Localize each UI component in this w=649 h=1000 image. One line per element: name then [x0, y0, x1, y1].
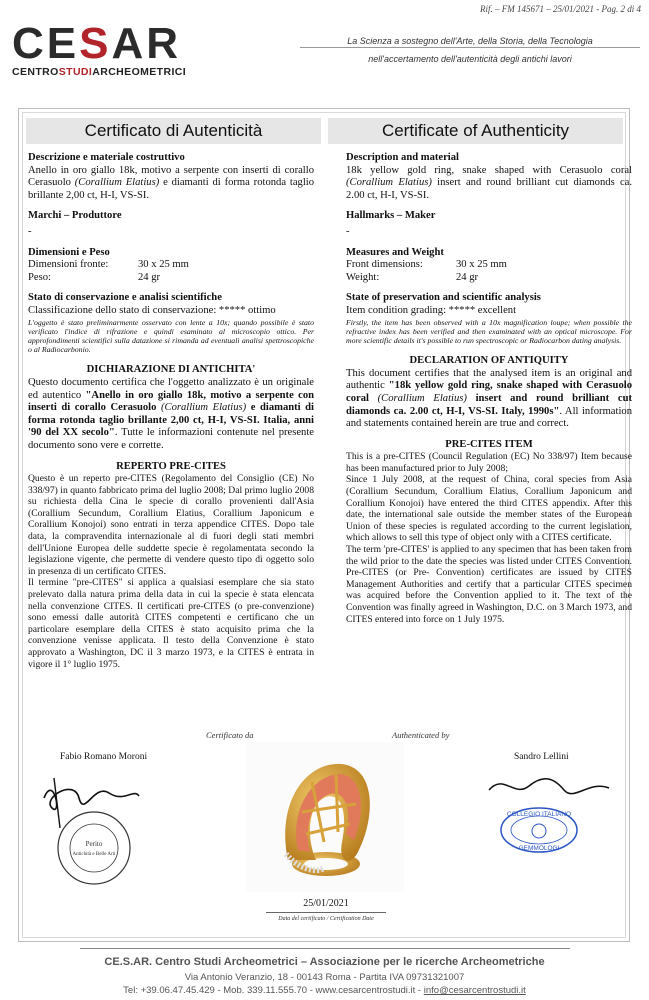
- logo-subtitle: [12, 66, 186, 78]
- certification-date: 25/01/2021: [303, 898, 349, 909]
- section-heading: Marchi – Produttore: [28, 210, 122, 222]
- section-heading: State of preservation and scientific analysis: [346, 292, 541, 304]
- column-english: [346, 152, 632, 625]
- tagline-divider: [300, 47, 640, 48]
- footer-organization: CE.S.AR. Centro Studi Archeometrici – Associazione per le ricerche Archeometriche: [104, 956, 545, 968]
- analysis-note: Firstly, the item has been observed with a 10x magnification loupe; when possible the refractive index has been verified and then examinated with an optical microscope. For more scientific details it's possible to run spectroscopic or Radiocarbon dating analysis.: [346, 317, 632, 345]
- certified-by-label: Certificato da: [206, 730, 254, 740]
- weight-row: Weight: 24 gr: [346, 271, 479, 283]
- cites-paragraph: This is a pre-CITES (Council Regulation (EC) No 338/97) Item because has been manufactured prior to July 2008;: [346, 451, 632, 474]
- section-heading-centered: DICHIARAZIONE DI ANTICHITA': [86, 364, 256, 376]
- title-it: Certificato di Autenticità: [26, 118, 321, 144]
- reference-number: Rif. – FM 145671 – 25/01/2021 - Pag. 2 di 4: [480, 4, 641, 14]
- svg-text:GEMMOLOGI: GEMMOLOGI: [518, 845, 560, 852]
- marks-value: -: [28, 225, 32, 237]
- svg-text:COLLEGIO ITALIANO: COLLEGIO ITALIANO: [506, 811, 572, 818]
- left-signature-stamp: [34, 768, 154, 888]
- signer-left-name: Fabio Romano Moroni: [60, 752, 148, 762]
- logo-part: CE: [12, 19, 80, 68]
- footer-email-link[interactable]: info@cesarcentrostudi.it: [423, 985, 526, 996]
- svg-text:Antichità e Belle Arti: Antichità e Belle Arti: [72, 852, 116, 857]
- footer-contact-text: Tel: +39.06.47.45.429 - Mob. 339.11.555.70 - www.cesarcentrostudi.it -: [123, 985, 424, 996]
- section-heading: Description and material: [346, 152, 459, 163]
- declaration-text: Questo documento certifica che l'oggetto analizzato è un originale ed autentico "Anello in oro giallo 18k, motivo a serpente con inserti di corallo Cerasuolo (Corallium Elatius) e diamanti di forma rotonda taglio brillante 2,00 ct, H-I, VS-SI. Italia, anni '90 del XX secolo". Tutte le informazioni contenute nel presente documento sono vere e corrette.: [28, 376, 315, 451]
- footer-address: Via Antonio Veranzio, 18 - 00143 Roma - Partita IVA 09731321007: [184, 972, 465, 983]
- section-heading: Dimensioni e Peso: [28, 246, 110, 258]
- analysis-note: L'oggetto è stato preliminarmente osservato con lente a 10x; quando possibile è stato verificato l'indice di rifrazione e quindi esaminato al microscopio ottico. Per approfondimenti scientifici sulla datazione si rimanda ad eventuali analisi spettroscopiche o al Radiocarbonio.: [28, 317, 314, 355]
- logo-sub-part: ARCHEOMETRICI: [92, 66, 187, 78]
- footer-contacts: [0, 985, 649, 996]
- cites-paragraph: Il termine "pre-CITES" si applica a qualsiasi esemplare che sia stato prelevato dalla natura prima della data in cui la specie è stata elencata nella convenzione CITES. Il certificati pre-CITES (o pre-convenzione) sono emessi dalle autorità CITES competenti e certificano che un particolare esemplare della CITES è stato acquisito prima che la convenzione venisse applicata. Il testo della Convenzione è stato approvato a Washington, DC il 3 marzo 1973, e la CITES è entrata in vigore il 1° luglio 1975.: [28, 577, 314, 670]
- logo-wordmark: [12, 19, 182, 68]
- dimension-row: Front dimensions: 30 x 25 mm: [346, 259, 507, 271]
- condition-grading: Classificazione dello stato di conservazione: ***** ottimo: [28, 304, 276, 316]
- ring-image: [246, 742, 404, 892]
- date-underline: [266, 912, 386, 913]
- section-heading-centered: DECLARATION OF ANTIQUITY: [409, 355, 569, 367]
- signer-right-name: Sandro Lellini: [514, 752, 569, 762]
- cites-paragraph: Since 1 July 2008, at the request of China, coral species from Asia (Corallium Secundum, Corallium Elatius, Corallium Japonicum and Corallium Konojoi) have entered the third CITES appendix. After this date, the international sale outside the member states of the European Union of these species is regulated according to the current legislation, which allows to sell this type of object only with a CITES certificate.: [346, 474, 632, 544]
- section-heading: Stato di conservazione e analisi scientifiche: [28, 292, 222, 304]
- product-photo: [246, 742, 404, 892]
- right-signature-stamp: [484, 768, 614, 868]
- tagline-line1: La Scienza a sostegno dell'Arte, della Storia, della Tecnologia: [347, 36, 593, 46]
- logo-sub-part: CENTRO: [12, 66, 59, 78]
- section-heading: Measures and Weight: [346, 246, 444, 258]
- declaration-text: This document certifies that the analysed item is an original and authentic "18k yellow gold ring, snake shaped with Cerasuolo coral (Corallium Elatius) insert and round brilliant cut diamonds ca. 2.00 ct, H-I, VS-SI. Italy, 1990s". All information and statements contained herein are true and correct.: [346, 367, 632, 430]
- tagline-line2: nell'accertamento dell'autenticità degli antichi lavori: [368, 54, 572, 64]
- date-caption: Data del certificato / Certification Date: [278, 916, 374, 922]
- logo-sub-accent: STUDI: [58, 66, 93, 78]
- footer-divider: [80, 948, 570, 949]
- title-en: Certificate of Authenticity: [328, 118, 623, 144]
- description-text: 18k yellow gold ring, snake shaped with Cerasuolo coral (Corallium Elatius) insert and round brilliant cut diamonds ca. 2.00 ct, H-I, VS-SI.: [346, 164, 633, 201]
- condition-grading: Item condition grading: ***** excellent: [346, 304, 517, 316]
- marks-value: -: [346, 225, 350, 237]
- logo-part: AR: [111, 19, 182, 68]
- section-heading: Descrizione e materiale costruttivo: [28, 152, 185, 163]
- logo-part-accent: S: [79, 19, 112, 68]
- section-heading: Hallmarks – Maker: [346, 210, 436, 222]
- column-italian: [28, 152, 314, 670]
- dimension-row: Dimensioni fronte: 30 x 25 mm: [28, 259, 189, 271]
- weight-row: Peso: 24 gr: [28, 271, 161, 283]
- cites-paragraph: Questo è un reperto pre-CITES (Regolamento del Consiglio (CE) No 338/97) in quanto fabbricato prima del luglio 2008; Dal primo luglio 2008 su richiesta della Cina le specie di corallo provenienti dall'Asia (Corallium Secundum, Corallium Elatius, Corallium Japonicum e Corallium Konojoi) sono entrati in terza appendice CITES. Dopo tale data, la compravendita internazionale al di fuori degli stati membri dell'Unione Europea delle suddette specie è regolamentata secondo la legislazione vigente, che permette di vendere questo tipo di oggetto solo in presenza di un certificato CITES.: [28, 473, 314, 577]
- cites-paragraph: The term 'pre-CITES' is applied to any specimen that has been taken from the wild prior to the date the species was listed under CITES Convention. Pre-CITES (or Pre- Convention) certificates are issued by CITES Management Authorities and certify that a particular CITES specimen was acquired before the Convention applied to it. The text of the Convention was finally agreed in Washington, D.C. on 3 March 1973, and CITES entered into force on 1 July 1975.: [346, 544, 632, 625]
- description-text: Anello in oro giallo 18k, motivo a serpente con inserti di corallo Cerasuolo (Corallium Elatius) e diamanti di forma rotonda taglio brillante 2,00 ct, H-I, VS-SI.: [28, 164, 314, 201]
- section-heading-centered: REPERTO PRE-CITES: [116, 460, 226, 472]
- section-heading-centered: PRE-CITES ITEM: [445, 438, 533, 450]
- svg-text:Perito: Perito: [85, 840, 103, 848]
- authenticated-by-label: Authenticated by: [392, 730, 450, 740]
